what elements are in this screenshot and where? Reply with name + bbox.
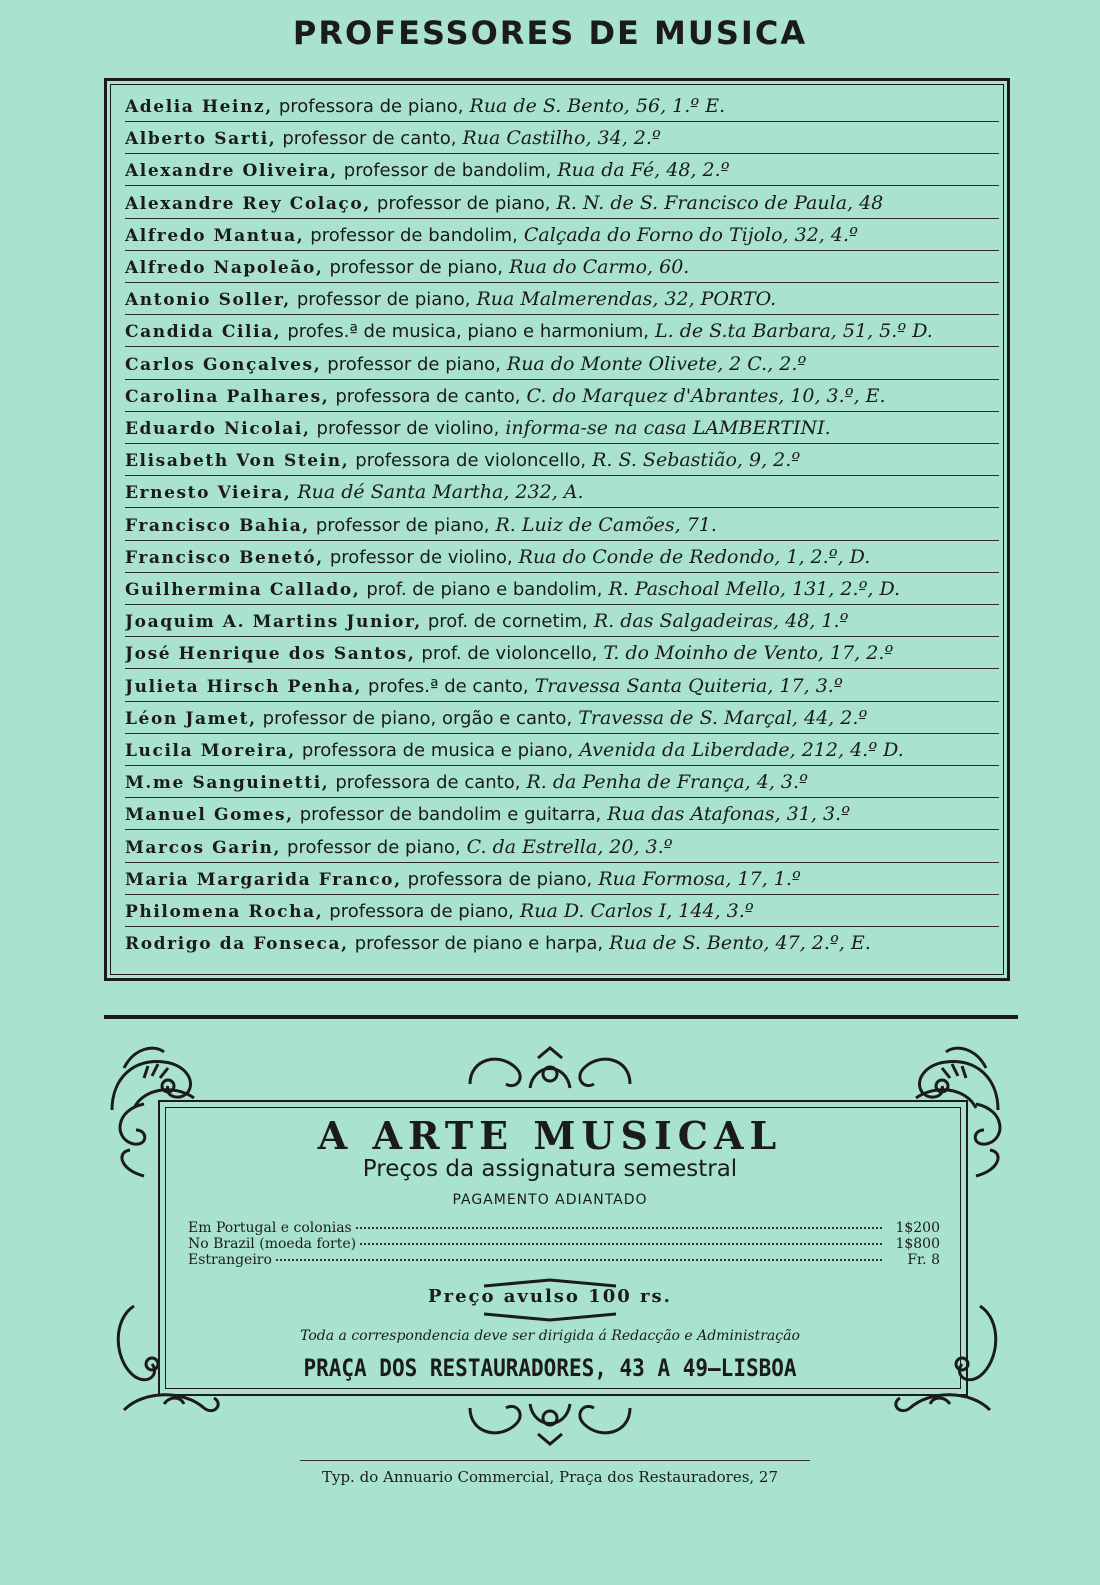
professor-description: professor de piano e harpa,	[354, 933, 604, 955]
professor-name: Elisabeth Von Stein,	[125, 451, 350, 472]
professor-address: R. Paschoal Mello, 131, 2.º, D.	[608, 578, 901, 600]
list-item	[125, 508, 999, 541]
professor-description: professora de canto,	[335, 772, 521, 794]
single-issue-price: Preço avulso 100 rs.	[428, 1286, 672, 1307]
professor-address: Rua do Monte Olivete, 2 C., 2.º	[506, 352, 807, 375]
price-leader	[360, 1243, 882, 1245]
professor-address: T. do Moinho de Vento, 17, 2.º	[603, 642, 894, 665]
professor-description: professor de violino,	[316, 418, 500, 439]
professor-description: professora de piano,	[329, 901, 514, 922]
professor-description: professora de piano,	[407, 868, 593, 890]
professor-description: professor de canto,	[282, 128, 457, 150]
professor-name: Julieta Hirsch Penha,	[125, 676, 362, 697]
list-item	[125, 830, 999, 863]
list-item	[125, 218, 999, 251]
professor-description: profes.ª de canto,	[368, 675, 529, 697]
professor-description: professor de bandolim,	[310, 224, 518, 246]
list-item	[125, 701, 999, 734]
professor-name: Francisco Bahia,	[125, 515, 310, 536]
list-item	[125, 862, 999, 895]
professor-address: Travessa de S. Marçal, 44, 2.º	[578, 706, 868, 729]
list-item	[125, 250, 999, 283]
decorative-rule-bottom-icon	[484, 1312, 616, 1322]
list-item	[125, 186, 999, 219]
advert-address: PRAÇA DOS RESTAURADORES, 43 A 49—LISBOA	[303, 1354, 797, 1382]
price-label: Estrangeiro	[188, 1252, 272, 1268]
professor-name: Francisco Benetó,	[125, 547, 324, 568]
professors-list-inner	[110, 84, 1004, 975]
professor-name: Joaquim A. Martins Junior,	[125, 612, 422, 633]
list-item	[125, 411, 999, 444]
professor-description: prof. de cornetim,	[427, 611, 588, 633]
professor-address: Avenida da Liberdade, 212, 4.º D.	[579, 739, 904, 761]
professor-address: Rua do Carmo, 60.	[509, 256, 690, 278]
professor-name: Alfredo Mantua,	[125, 225, 305, 246]
ornament-bottom-center-icon	[460, 1396, 640, 1448]
price-value: 1$800	[895, 1236, 940, 1252]
professor-address: R. das Salgadeiras, 48, 1.º	[593, 610, 849, 633]
price-label: Em Portugal e colonias	[188, 1220, 352, 1236]
list-item	[125, 347, 999, 380]
professor-address: Rua de S. Bento, 47, 2.º, E.	[609, 932, 871, 955]
professor-name: Eduardo Nicolai,	[125, 419, 311, 439]
list-item	[125, 797, 999, 830]
professors-list	[104, 78, 1010, 981]
professor-name: Carolina Palhares,	[125, 386, 330, 407]
professor-description: professor de piano,	[287, 836, 461, 858]
professor-name: Lucila Moreira,	[125, 741, 296, 761]
professor-description: professora de violoncello,	[355, 450, 587, 472]
ornament-top-center-icon	[460, 1044, 640, 1096]
professor-name: Alexandre Rey Colaço,	[125, 193, 371, 214]
professor-description: professora de piano,	[278, 96, 464, 117]
price-row	[188, 1220, 940, 1237]
professor-address: Rua Malmerendas, 32, PORTO.	[476, 288, 777, 311]
professor-name: Alexandre Oliveira,	[125, 161, 338, 182]
footer-divider	[300, 1460, 810, 1461]
professor-description: professora de musica e piano,	[301, 740, 574, 761]
professor-name: Carlos Gonçalves,	[125, 354, 322, 375]
professor-description: professor de piano,	[296, 289, 471, 311]
professor-address: L. de S.ta Barbara, 51, 5.º D.	[655, 320, 933, 343]
professor-address: Rua do Conde de Redondo, 1, 2.º, D.	[518, 545, 871, 568]
professor-address: R. S. Sebastião, 9, 2.º	[592, 449, 801, 472]
professor-description: professor de piano, orgão e canto,	[262, 707, 573, 729]
professor-description: prof. de violoncello,	[421, 643, 598, 665]
list-item	[125, 926, 999, 958]
professor-description: professor de bandolim e guitarra,	[299, 804, 602, 826]
list-item	[125, 314, 999, 347]
professor-description: professor de piano,	[376, 192, 551, 214]
professor-name: Philomena Rocha,	[125, 902, 324, 922]
professor-name: Rodrigo da Fonseca,	[125, 934, 349, 955]
professor-address: R. N. de S. Francisco de Paula, 48	[556, 191, 884, 214]
professor-address: Rua da Fé, 48, 2.º	[557, 159, 730, 182]
list-item	[125, 733, 999, 766]
professor-name: Maria Margarida Franco,	[125, 869, 402, 890]
professor-address: Rua dé Santa Martha, 232, A.	[297, 481, 584, 504]
price-value: Fr. 8	[907, 1252, 940, 1268]
list-item	[125, 540, 999, 573]
professor-name: Manuel Gomes,	[125, 805, 294, 826]
professor-address: Rua de S. Bento, 56, 1.º E.	[469, 95, 726, 117]
professor-address: Travessa Santa Quiteria, 17, 3.º	[534, 674, 843, 697]
list-item	[125, 894, 999, 927]
professor-description: professor de bandolim,	[343, 160, 552, 182]
price-leader	[356, 1227, 882, 1229]
professor-address: Rua das Atafonas, 31, 3.º	[607, 803, 851, 826]
correspondence-note: Toda a correspondencia deve ser dirigida á Redacção e Administração	[300, 1328, 800, 1344]
professor-description: professor de violino,	[329, 546, 513, 568]
professor-address: Rua Formosa, 17, 1.º	[598, 867, 801, 890]
professor-name: M.me Sanguinetti,	[125, 773, 330, 794]
professor-name: Adelia Heinz,	[125, 97, 273, 117]
advert-payment-note: PAGAMENTO ADIANTADO	[452, 1192, 648, 1208]
professor-name: Léon Jamet,	[125, 708, 257, 729]
price-row	[188, 1252, 940, 1269]
price-leader	[276, 1259, 882, 1261]
professor-name: Alberto Sarti,	[125, 129, 277, 150]
professor-address: R. da Penha de França, 4, 3.º	[526, 771, 808, 794]
professor-address: Rua D. Carlos I, 144, 3.º	[519, 900, 754, 922]
professor-name: Alfredo Napoleão,	[125, 258, 324, 278]
list-item	[125, 282, 999, 315]
professor-name: Candida Cilia,	[125, 322, 282, 343]
professor-description: professor de piano,	[315, 514, 490, 536]
professor-address: C. da Estrella, 20, 3.º	[466, 835, 673, 858]
professor-name: José Henrique dos Santos,	[125, 644, 416, 665]
professor-name: Ernesto Vieira,	[125, 483, 292, 504]
price-row	[188, 1236, 940, 1253]
list-item	[125, 765, 999, 798]
professor-description: professora de canto,	[335, 385, 521, 407]
price-label: No Brazil (moeda forte)	[188, 1236, 357, 1252]
page-title: PROFESSORES DE MUSICA	[292, 14, 808, 52]
list-item	[125, 379, 999, 412]
list-item	[125, 636, 999, 669]
list-item	[125, 89, 999, 122]
professor-address: Rua Castilho, 34, 2.º	[462, 127, 661, 150]
list-item	[125, 121, 999, 154]
professor-description: professor de piano,	[327, 353, 501, 375]
list-item	[125, 443, 999, 476]
professor-address: R. Luiz de Camões, 71.	[495, 513, 717, 536]
professor-address: Calçada do Forno do Tijolo, 32, 4.º	[523, 223, 858, 246]
professor-address: C. do Marquez d'Abrantes, 10, 3.º, E.	[526, 384, 886, 407]
professor-name: Antonio Soller,	[125, 290, 291, 311]
list-item	[125, 153, 999, 186]
advert-subtitle: Preços da assignatura semestral	[362, 1156, 738, 1182]
professor-description: profes.ª de musica, piano e harmonium,	[287, 321, 649, 343]
list-item	[125, 475, 999, 508]
professor-address: informa-se na casa LAMBERTINI.	[505, 417, 831, 439]
professor-name: Guilhermina Callado,	[125, 580, 361, 600]
list-item	[125, 572, 999, 605]
printer-credit: Typ. do Annuario Commercial, Praça dos Restauradores, 27	[321, 1468, 779, 1486]
advert-title: A ARTE MUSICAL	[317, 1113, 783, 1158]
price-value: 1$200	[895, 1220, 940, 1236]
list-item	[125, 604, 999, 637]
professor-description: professor de piano,	[329, 257, 504, 278]
list-item	[125, 669, 999, 702]
professor-description: prof. de piano e bandolim,	[366, 579, 603, 600]
professor-name: Marcos Garin,	[125, 837, 281, 858]
section-divider	[104, 1015, 1018, 1019]
